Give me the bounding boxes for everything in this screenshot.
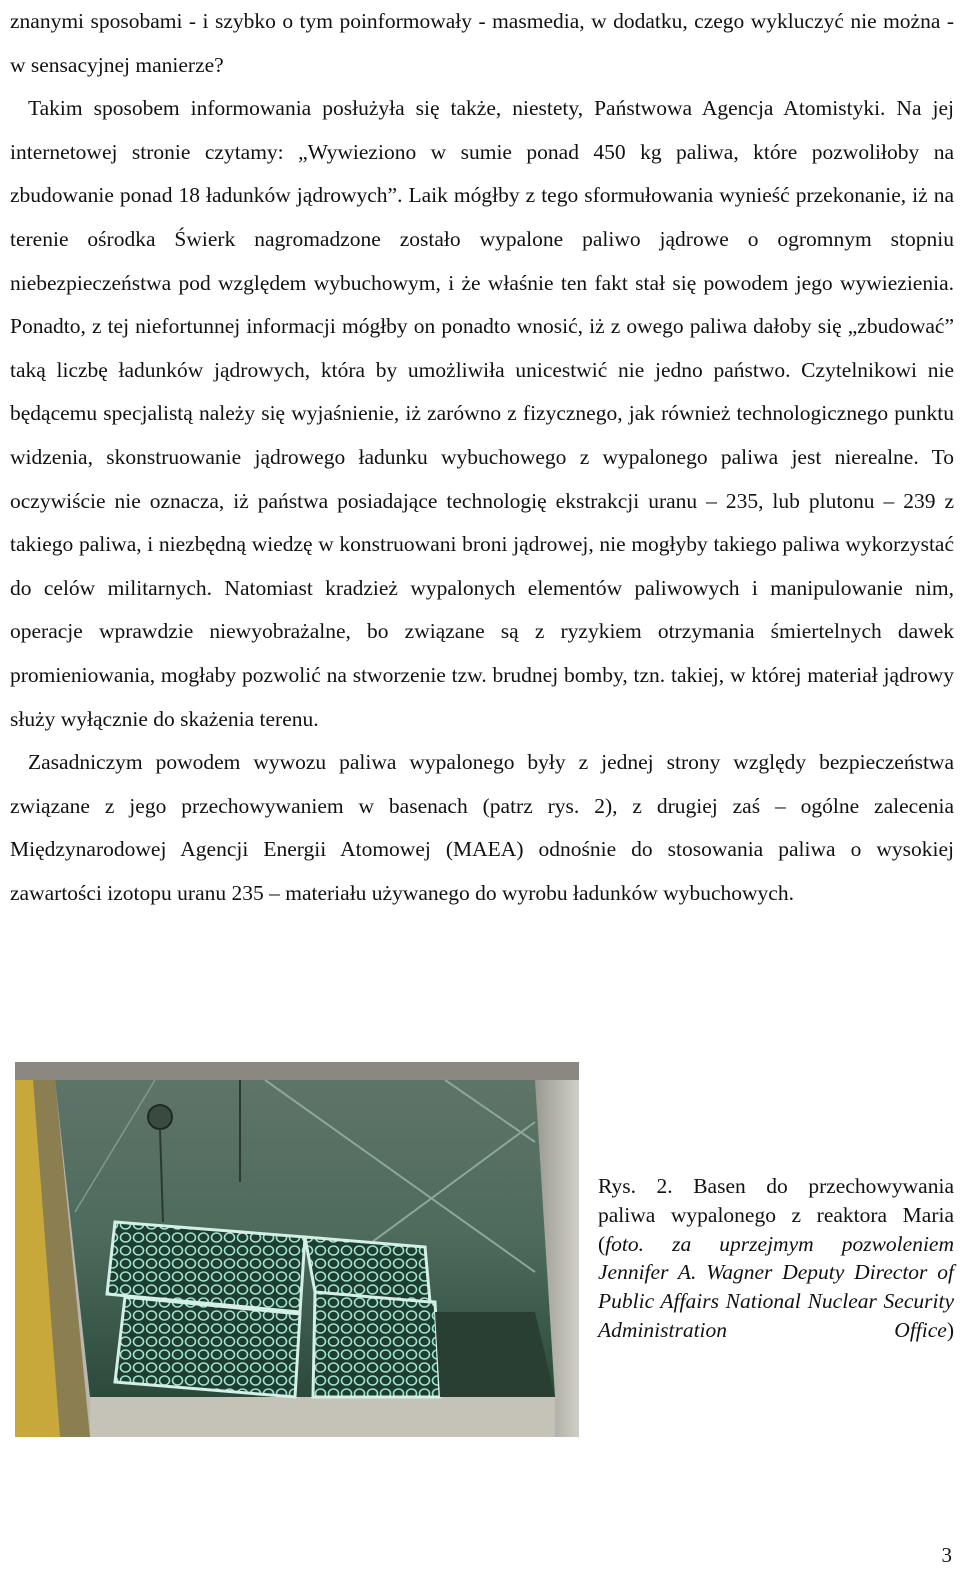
page-body: [10, 0, 954, 915]
caption-close: ): [946, 1317, 954, 1342]
spent-fuel-pool-image: [15, 1062, 579, 1437]
page-number: 3: [941, 1543, 952, 1567]
caption-text: Rys. 2. Basen do przechowywania paliwa wypalonego z reaktora Maria (: [598, 1174, 954, 1256]
paragraph-1: znanymi sposobami - i szybko o tym poinformowały - masmedia, w dodatku, czego wykluczyć nie można - w sensacyjnej manierze?: [10, 9, 954, 77]
paragraph-3: Zasadniczym powodem wywozu paliwa wypalonego były z jednej strony względy bezpieczeństwa związane z jego przechowywaniem w basenach (patrz rys. 2), z drugiej zaś – ogólne zalecenia Międzynarodowej Agencji Energii Atomowej (MAEA) odnośnie do stosowania paliwa o wysokiej zawartości izotopu uranu 235 – materiału używanego do wyrobu ładunków wybuchowych.: [10, 750, 954, 905]
paragraph-2: Takim sposobem informowania posłużyła się także, niestety, Państwowa Agencja Atomistyki. Na jej internetowej stronie czytamy: „Wywieziono w sumie ponad 450 kg paliwa, które pozwoliłoby na zbudowanie ponad 18 ładunków jądrowych”. Laik mógłby z tego sformułowania wynieść przekonanie, iż na terenie ośrodka Świerk nagromadzone zostało wypalone paliwo jądrowe o ogromnym stopniu niebezpieczeństwa pod względem wybuchowym, i że właśnie ten fakt stał się powodem jego wywiezienia. Ponadto, z tej niefortunnej informacji mógłby on ponadto wnosić, iż z owego paliwa dałoby się „zbudować” taką liczbę ładunków jądrowych, która by umożliwiła unicestwić nie jedno państwo. Czytelnikowi nie będącemu specjalistą należy się wyjaśnienie, iż zarówno z fizycznego, jak również technologicznego punktu widzenia, skonstruowanie jądrowego ładunku wybuchowego z wypalonego paliwa jest nierealne. To oczywiście nie oznacza, iż państwa posiadające technologię ekstrakcji uranu – 235, lub plutonu – 239 z takiego paliwa, i niezbędną wiedzę w konstruowani broni jądrowej, nie mogłyby takiego paliwa wykorzystać do celów militarnych. Natomiast kradzież wypalonych elementów paliwowych i manipulowanie nim, operacje wprawdzie niewyobrażalne, bo związane są z ryzykiem otrzymania śmiertelnych dawek promieniowania, mogłaby pozwolić na stworzenie tzw. brudnej bomby, tzn. takiej, w której materiał jądrowy służy wyłącznie do skażenia terenu.: [10, 96, 954, 731]
figure-photo: [15, 1062, 579, 1437]
figure-caption: [598, 1172, 954, 1345]
caption-credit: foto. za uprzejmym pozwoleniem Jennifer A. Wagner Deputy Director of Public Affairs National Nuclear Security Administration Office: [598, 1231, 954, 1342]
